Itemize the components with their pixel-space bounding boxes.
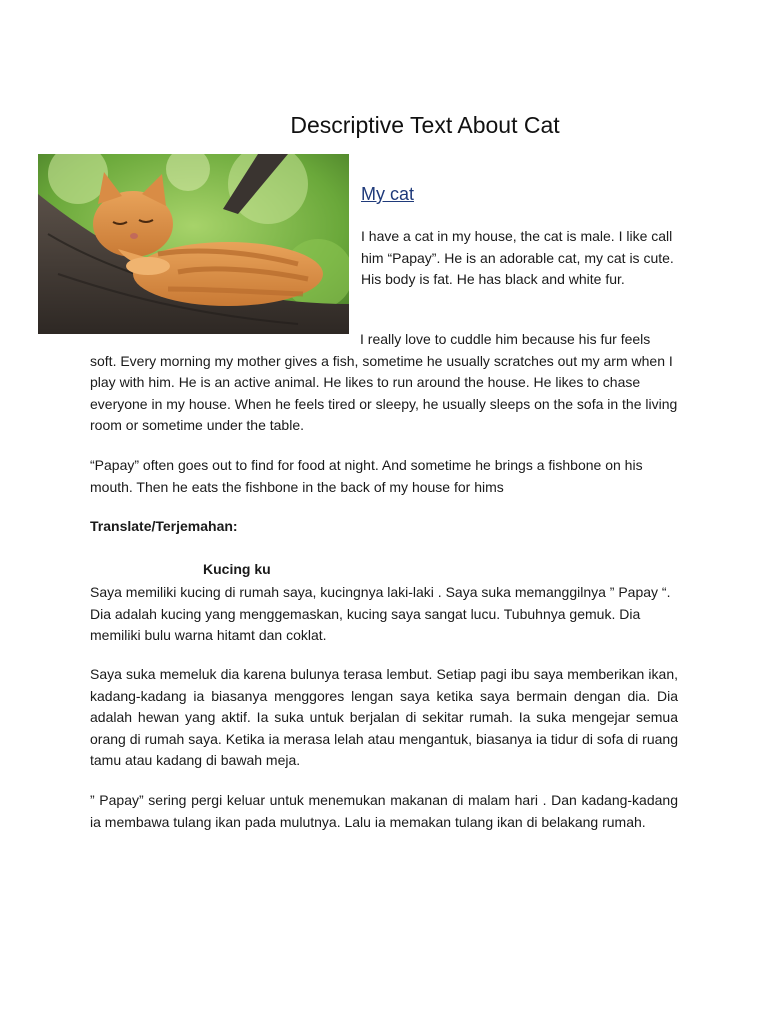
translation-subtitle: Kucing ku <box>203 561 271 577</box>
english-paragraph-3: “Papay” often goes out to find for food at night. And sometime he brings a fishbone on his mouth. Then he eats the fishbone in the back of my house for hims <box>90 457 643 495</box>
english-paragraph-2: I really love to cuddle him because his fur feels soft. Every morning my mother gives a fish, sometime he usually scratches out my arm when I play with him. He is an active animal. He likes to run around the house. He likes to chase everyone in my house. When he feels tired or sleepy, he usually sleeps on the sofa in the living room or sometime under the table. <box>90 331 678 433</box>
translation-label: Translate/Terjemahan: <box>90 518 238 534</box>
indonesian-paragraph-2: Saya suka memeluk dia karena bulunya terasa lembut. Setiap pagi ibu saya memberikan ikan, kadang-kadang ia biasanya menggores lengan saya ketika saya bermain dengan dia. Dia adalah hewan yang aktif. Ia suka untuk berjalan di sekitar rumah. Ia suka mengejar semua orang di rumah saya. Ketika ia merasa lelah atau mengantuk, biasanya ia tidur di sofa di ruang tamu atau kadang di bawah meja. <box>90 666 678 768</box>
subtitle: My cat <box>361 184 415 204</box>
indonesian-paragraph-1: Saya memiliki kucing di rumah saya, kucingnya laki-laki . Saya suka memanggilnya ” Papay “. Dia adalah kucing yang menggemaskan, kucing saya sangat lucu. Tubuhnya gemuk. Dia memiliki bulu warna hitamt dan coklat. <box>90 584 671 643</box>
indonesian-paragraph-3: ” Papay” sering pergi keluar untuk menemukan makanan di malam hari . Dan kadang-kadang ia membawa tulang ikan pada mulutnya. Lalu ia memakan tulang ikan di belakang rumah. <box>90 792 678 830</box>
cat-photo <box>38 154 349 334</box>
page-title: Descriptive Text About Cat <box>290 112 560 138</box>
english-paragraph-1: I have a cat in my house, the cat is male. I like call him “Papay”. He is an adorable cat, my cat is cute. His body is fat. He has black and white fur. <box>361 228 674 287</box>
